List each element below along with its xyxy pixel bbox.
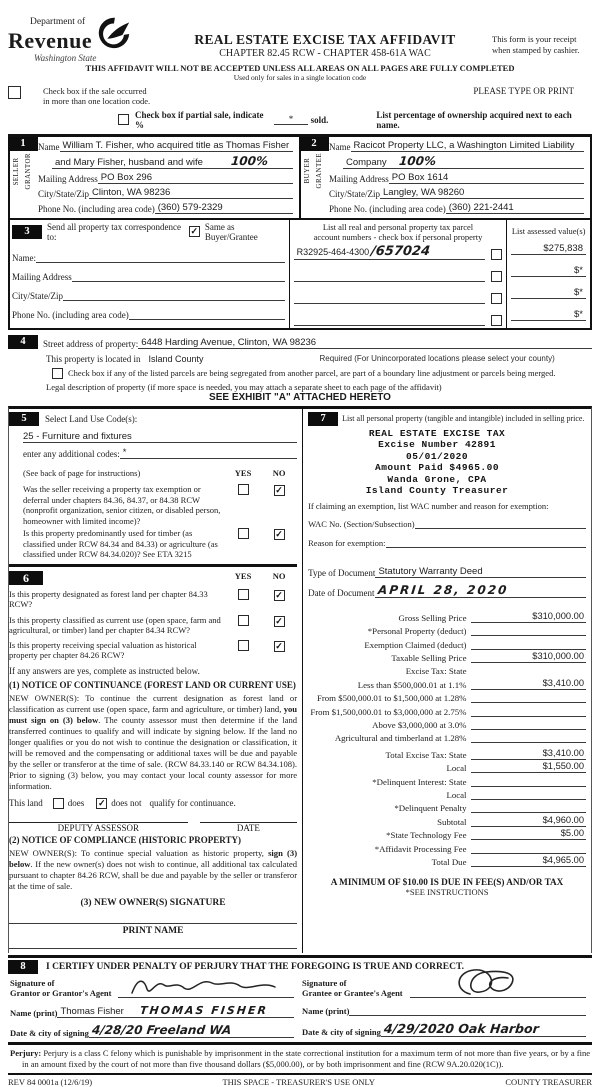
s6-q2-no-checkbox[interactable] bbox=[274, 616, 285, 627]
corr-name-label: Name: bbox=[12, 252, 36, 263]
buyer-phone-field[interactable]: (360) 221-2441 bbox=[446, 202, 584, 214]
s5-question-2: Is this property predominantly used for timber (as classified under RCW 84.34 and 84.33) or agriculture (as classified under RCW 84.34.020)? See ETA 3215 bbox=[23, 528, 218, 559]
notice1-title: (1) NOTICE OF CONTINUANCE (FOREST LAND OR CURRENT USE) bbox=[9, 679, 296, 690]
section-3-box bbox=[8, 220, 592, 330]
logo-state-text: Washington State bbox=[34, 52, 97, 63]
notice2-pre: NEW OWNER(S): To continue special valuation as historic property, bbox=[9, 847, 269, 858]
section-4-badge: 4 bbox=[8, 335, 38, 349]
grantor-signature-scrawl-icon bbox=[128, 973, 278, 1001]
buyer-address-label: Mailing Address bbox=[329, 173, 389, 184]
buyer-name-line2[interactable] bbox=[343, 154, 584, 169]
section-7 bbox=[303, 409, 591, 953]
see-back-note: (See back of page for instructions) bbox=[23, 467, 141, 478]
grantor-sig-label-1: Signature of bbox=[10, 977, 55, 988]
s6-q1-no-checkbox[interactable] bbox=[274, 590, 285, 601]
segregated-label: Check box if any of the listed parcels are being segregated from another parcel, are part of a boundary line adjustment or parcels being merged. bbox=[68, 368, 556, 378]
section-8 bbox=[8, 955, 592, 1045]
parties-box bbox=[8, 134, 592, 220]
perjury-label: Perjury: bbox=[10, 1047, 42, 1058]
corr-phone-field[interactable] bbox=[129, 308, 285, 320]
grantee-date-label: Date & city of signing bbox=[302, 1026, 381, 1037]
new-owner-signature-line[interactable] bbox=[9, 923, 297, 924]
new-owner-signature-label: (3) NEW OWNER(S) SIGNATURE bbox=[80, 897, 226, 908]
section-3-badge: 3 bbox=[12, 225, 42, 239]
partial-sale-label: Check box if partial sale, indicate % bbox=[135, 109, 264, 130]
doc-type-field[interactable]: Statutory Warranty Deed bbox=[375, 566, 586, 578]
personal-property-note: List all personal property (tangible and intangible) included in selling price. bbox=[342, 414, 585, 423]
notice2-bold: sign (3) below bbox=[9, 847, 298, 869]
s5-q2-yes-checkbox[interactable] bbox=[238, 528, 249, 539]
seller-city-field[interactable]: Clinton, WA 98236 bbox=[89, 187, 293, 199]
partial-sale-blank[interactable]: * bbox=[274, 114, 307, 125]
correspondence-block bbox=[10, 220, 289, 328]
deputy-assessor-line[interactable] bbox=[9, 822, 188, 833]
buyer-percent-handwritten: 100% bbox=[398, 153, 437, 168]
tax-label-taxable: Taxable Selling Price bbox=[391, 653, 467, 664]
section-2-badge: 2 bbox=[299, 137, 329, 151]
land-does-not-label: does not bbox=[111, 798, 142, 808]
main-box bbox=[8, 406, 592, 953]
see-instructions-note: *SEE INSTRUCTIONS bbox=[405, 886, 489, 897]
seller-side-label-2: GRANTOR bbox=[24, 152, 32, 190]
grantor-signature-block bbox=[8, 977, 300, 1038]
tax-label-processing-fee: *Affidavit Processing Fee bbox=[374, 843, 467, 854]
tax-label-tech-fee: *State Technology Fee bbox=[386, 830, 467, 841]
grantee-sig-label-2: Grantee or Grantee's Agent bbox=[302, 987, 403, 998]
grantor-date-field[interactable] bbox=[89, 1023, 294, 1038]
land-does-not-checkbox[interactable] bbox=[96, 798, 107, 809]
grantee-name-print-label: Name (print) bbox=[302, 1005, 350, 1016]
receipt-note-line1: This form is your receipt bbox=[492, 34, 577, 44]
buyer-name-line2-text: Company bbox=[346, 156, 387, 168]
stamp-excise-number: Excise Number 42891 bbox=[378, 439, 496, 450]
s6-q2-yes-checkbox[interactable] bbox=[238, 615, 249, 626]
assessed-value-4[interactable]: $* bbox=[511, 309, 586, 321]
section-1-badge: 1 bbox=[8, 137, 38, 151]
personal-property-checkbox-1[interactable] bbox=[491, 249, 502, 260]
located-in-label: This property is located in bbox=[46, 353, 141, 364]
perjury-block bbox=[8, 1048, 592, 1075]
doc-date-label: Date of Document bbox=[308, 587, 375, 598]
title-block bbox=[158, 18, 492, 59]
grantee-sig-label bbox=[302, 978, 410, 998]
section5-yes-header: YES bbox=[234, 467, 252, 478]
section6-yes-header: YES bbox=[234, 570, 252, 581]
ownership-note: List percentage of ownership acquired next to each name. bbox=[376, 109, 572, 130]
grantor-name-field[interactable] bbox=[57, 1004, 294, 1018]
seller-city-label: City/State/Zip bbox=[38, 188, 89, 199]
tax-value-tier3[interactable] bbox=[471, 705, 586, 717]
header bbox=[8, 18, 592, 63]
tax-label-delinq-interest-local: Local bbox=[446, 789, 467, 800]
corr-address-field[interactable] bbox=[72, 270, 285, 282]
seller-side-label bbox=[11, 151, 35, 192]
tax-value-local[interactable]: $1,550.00 bbox=[471, 761, 586, 773]
multi-location-checkbox[interactable] bbox=[8, 86, 21, 99]
partial-sale-checkbox[interactable] bbox=[118, 114, 129, 125]
correspondence-label: Send all property tax correspondence to: bbox=[47, 221, 181, 242]
buyer-name-label: Name bbox=[329, 141, 351, 152]
tax-value-subtotal[interactable]: $4,960.00 bbox=[471, 815, 586, 827]
grantor-date-label: Date & city of signing bbox=[10, 1027, 89, 1038]
stamp-title: REAL ESTATE EXCISE TAX bbox=[368, 427, 506, 439]
parcel-numbers-block bbox=[289, 220, 507, 328]
grantor-name-print-label: Name (print) bbox=[10, 1007, 58, 1018]
usage-note: Used only for sales in a single location code bbox=[233, 72, 367, 82]
receipt-note-line2: when stamped by cashier. bbox=[492, 45, 580, 56]
personal-property-checkbox-2[interactable] bbox=[491, 271, 502, 282]
tax-value-tier2[interactable] bbox=[471, 691, 586, 703]
tax-value-taxable[interactable]: $310,000.00 bbox=[471, 651, 586, 663]
wac-label: WAC No. (Section/Subsection) bbox=[308, 518, 415, 529]
notice1-post: . The county assessor must then determine if the land transferred continues to qualify and will indicate by signing below. If the land no longer qualifies or you do not wish to continue the designation or classification, it will be removed and the compensating or additional taxes will be due and payable by the seller or transferor at the time of sale. (RCW 84.33.140 or RCW 84.34.108). Prior to signing (3) below, you may contact your local county assessor for more information. bbox=[9, 714, 298, 791]
assessed-header: List assessed value(s) bbox=[511, 225, 586, 236]
street-address-label: Street address of property: bbox=[43, 338, 139, 349]
minimum-due-note: A MINIMUM OF $10.00 IS DUE IN FEE(S) AND/OR TAX bbox=[330, 876, 564, 887]
dor-logo bbox=[8, 18, 158, 63]
parcel-field-1[interactable] bbox=[294, 244, 486, 260]
section-7-badge: 7 bbox=[308, 412, 338, 426]
tax-label-excise-state: Excise Tax: State bbox=[405, 666, 467, 677]
if-yes-note: If any answers are yes, complete as instructed below. bbox=[9, 665, 200, 676]
notice1-pre: NEW OWNER(S): To continue the current designation as forest land or classification as current use (open space, farm and agriculture, or timber) land, bbox=[9, 692, 298, 714]
deputy-date-label: DATE bbox=[236, 822, 260, 833]
doc-type-label: Type of Document bbox=[308, 567, 376, 578]
multi-location-label bbox=[43, 86, 150, 107]
required-county-note: Required (For Unincorporated locations please select your county) bbox=[319, 354, 555, 363]
tax-value-total-state[interactable]: $3,410.00 bbox=[471, 748, 586, 760]
tax-value-delinq-interest-state[interactable] bbox=[471, 775, 586, 787]
street-address-field-extra[interactable] bbox=[365, 337, 592, 349]
section-6-badge: 6 bbox=[9, 571, 43, 585]
buyer-side-label bbox=[302, 151, 326, 190]
grantor-name-typed: Thomas Fisher bbox=[60, 1005, 124, 1017]
s5-q1-yes-checkbox[interactable] bbox=[238, 484, 249, 495]
grantor-sig-label-2: Grantor or Grantor's Agent bbox=[10, 987, 112, 998]
tax-value-tier4[interactable] bbox=[471, 718, 586, 730]
tax-label-tier3: From $1,500,000.01 to $3,000,000 at 2.75% bbox=[310, 706, 467, 717]
corr-city-label: City/State/Zip bbox=[12, 290, 63, 301]
tax-value-delinq-interest-local[interactable] bbox=[471, 788, 586, 800]
multi-location-label-line2: in more than one location code. bbox=[43, 96, 151, 106]
legal-description-label: Legal description of property (if more space is needed, you may attach a separate sheet to each page of the affidavit) bbox=[46, 381, 442, 392]
parcel-handwritten: /657024 bbox=[370, 243, 432, 259]
notice1-body bbox=[9, 693, 297, 792]
page-subtitle: CHAPTER 82.45 RCW - CHAPTER 458-61A WAC bbox=[219, 48, 431, 59]
revenue-swoosh-icon bbox=[94, 14, 132, 54]
notice2-post: . If the new owner(s) does not wish to continue, all additional tax calculated pursuant to chapter 84.26 RCW, shall be due and payable by the seller or transferor at the time of sale. bbox=[9, 858, 298, 891]
assessed-value-1[interactable]: $275,838 bbox=[511, 243, 586, 255]
stamp-date: 05/01/2020 bbox=[406, 450, 469, 462]
personal-property-checkbox-4[interactable] bbox=[491, 315, 502, 326]
parcel-field-3[interactable] bbox=[294, 292, 486, 304]
tax-label-delinq-penalty: *Delinquent Penalty bbox=[394, 803, 467, 814]
seller-address-label: Mailing Address bbox=[38, 173, 98, 184]
footer bbox=[8, 1077, 592, 1087]
seller-phone-field[interactable]: (360) 579-2329 bbox=[155, 202, 293, 214]
tax-value-tech-fee[interactable]: $5.00 bbox=[471, 828, 586, 840]
grantee-signature-field[interactable] bbox=[410, 983, 586, 998]
corr-city-field[interactable] bbox=[63, 289, 285, 301]
seller-name-label: Name bbox=[38, 141, 60, 152]
s5-q1-no-checkbox[interactable] bbox=[274, 485, 285, 496]
affidavit-warning: THIS AFFIDAVIT WILL NOT BE ACCEPTED UNLESS ALL AREAS ON ALL PAGES ARE FULLY COMPLETED bbox=[85, 62, 515, 73]
tax-value-tier1[interactable]: $3,410.00 bbox=[471, 678, 586, 690]
tax-label-exemption: Exemption Claimed (deduct) bbox=[364, 639, 467, 650]
qualify-label: qualify for continuance. bbox=[149, 798, 236, 808]
seller-phone-label: Phone No. (including area code) bbox=[38, 203, 155, 214]
receipt-note bbox=[492, 18, 592, 56]
doc-date-handwritten: APRIL 28, 2020 bbox=[376, 582, 509, 597]
s6-q1-yes-checkbox[interactable] bbox=[238, 589, 249, 600]
personal-property-checkbox-3[interactable] bbox=[491, 293, 502, 304]
tax-value-total-due[interactable]: $4,965.00 bbox=[471, 855, 586, 867]
notice2-title: (2) NOTICE OF COMPLIANCE (HISTORIC PROPERTY) bbox=[9, 834, 241, 845]
footer-county-treasurer: COUNTY TREASURER bbox=[505, 1076, 592, 1087]
doc-date-field[interactable] bbox=[375, 583, 586, 598]
seller-name-line2-text: and Mary Fisher, husband and wife bbox=[55, 156, 203, 168]
segregated-checkbox[interactable] bbox=[52, 368, 63, 379]
section-5-badge: 5 bbox=[9, 412, 39, 426]
tax-value-personal[interactable] bbox=[471, 624, 586, 636]
please-type-note: PLEASE TYPE OR PRINT bbox=[473, 85, 574, 96]
tax-value-gross[interactable]: $310,000.00 bbox=[471, 611, 586, 623]
grantee-date-handwritten: 4/29/2020 Oak Harbor bbox=[383, 1020, 540, 1036]
additional-codes-field[interactable]: * bbox=[120, 447, 297, 459]
s5-q2-no-checkbox[interactable] bbox=[274, 529, 285, 540]
footer-rev-number: REV 84 0001a (12/6/19) bbox=[8, 1076, 93, 1087]
legal-description-value: SEE EXHIBIT "A" ATTACHED HERETO bbox=[209, 391, 391, 403]
land-use-label: Select Land Use Code(s): bbox=[45, 413, 138, 424]
print-name-label: PRINT NAME bbox=[122, 925, 184, 936]
corr-phone-label: Phone No. (including area code) bbox=[12, 309, 129, 320]
corr-name-field[interactable] bbox=[36, 251, 285, 263]
land-does-label: does bbox=[67, 798, 85, 808]
buyer-city-label: City/State/Zip bbox=[329, 188, 380, 199]
buyer-phone-label: Phone No. (including area code) bbox=[329, 203, 446, 214]
tax-value-excise-state bbox=[471, 665, 586, 676]
stamp-treasurer-name: Wanda Grone, CPA bbox=[387, 473, 487, 485]
buyer-side-label-1: BUYER bbox=[303, 157, 312, 184]
tax-label-gross: Gross Selling Price bbox=[398, 612, 467, 623]
deputy-date-line[interactable] bbox=[200, 822, 297, 833]
tax-label-tier1: Less than $500,000.01 at 1.1% bbox=[357, 679, 467, 690]
grantor-signature-field[interactable] bbox=[118, 983, 294, 998]
tax-value-agricultural[interactable] bbox=[471, 731, 586, 743]
treasurer-stamp bbox=[318, 428, 556, 497]
seller-section bbox=[10, 137, 299, 218]
tax-label-total-state: Total Excise Tax: State bbox=[385, 749, 467, 760]
tax-label-local: Local bbox=[446, 763, 467, 774]
section5-no-header: NO bbox=[272, 467, 286, 478]
seller-percent-handwritten: 100% bbox=[230, 153, 269, 168]
tax-label-agricultural: Agricultural and timberland at 1.28% bbox=[334, 733, 467, 744]
tax-table bbox=[308, 610, 586, 867]
tax-value-processing-fee[interactable] bbox=[471, 842, 586, 854]
tax-label-subtotal: Subtotal bbox=[437, 816, 467, 827]
land-does-checkbox[interactable] bbox=[53, 798, 64, 809]
assessed-values-block bbox=[506, 220, 590, 328]
tax-label-delinq-interest-state: *Delinquent Interest: State bbox=[372, 776, 467, 787]
s6-q3-yes-checkbox[interactable] bbox=[238, 640, 249, 651]
grantor-date-handwritten: 4/28/20 Freeland WA bbox=[91, 1022, 232, 1037]
assessed-value-2[interactable]: $* bbox=[511, 265, 586, 277]
section6-no-header: NO bbox=[272, 570, 286, 581]
section-4 bbox=[8, 335, 592, 403]
grantor-sig-label bbox=[10, 978, 118, 998]
stamp-treasurer-title: Island County Treasurer bbox=[365, 485, 509, 496]
exemption-note: If claiming an exemption, list WAC number and reason for exemption: bbox=[308, 500, 549, 511]
left-column bbox=[9, 409, 303, 953]
section-8-badge: 8 bbox=[8, 960, 38, 974]
notice1-bold: you must sign on (3) below bbox=[9, 703, 298, 725]
grantee-name-field[interactable] bbox=[349, 1004, 586, 1016]
s6-question-1: Is this property designated as forest land per chapter 84.33 RCW? bbox=[9, 588, 208, 609]
tax-label-tier4: Above $3,000,000 at 3.0% bbox=[372, 720, 467, 731]
tax-value-exemption[interactable] bbox=[471, 638, 586, 650]
deputy-assessor-label: DEPUTY ASSESSOR bbox=[57, 822, 140, 833]
footer-treasurer-use: THIS SPACE - TREASURER'S USE ONLY bbox=[222, 1076, 375, 1087]
additional-codes-label: enter any additional codes: bbox=[23, 448, 120, 459]
buyer-address-field[interactable]: PO Box 1614 bbox=[389, 172, 584, 184]
reason-field[interactable] bbox=[386, 536, 586, 548]
multi-location-label-line1: Check box if the sale occurred bbox=[43, 85, 147, 96]
page-title: REAL ESTATE EXCISE TAX AFFIDAVIT bbox=[194, 32, 456, 47]
same-as-buyer-checkbox[interactable] bbox=[189, 226, 200, 237]
same-as-buyer-label: Same as Buyer/Grantee bbox=[204, 221, 258, 242]
seller-address-field[interactable]: PO Box 296 bbox=[98, 172, 293, 184]
tax-label-tier2: From $500,000.01 to $1,500,000 at 1.28% bbox=[316, 693, 467, 704]
grantor-name-handwritten: THOMAS FISHER bbox=[139, 1003, 269, 1017]
this-land-label: This land bbox=[9, 798, 43, 808]
s6-q3-no-checkbox[interactable] bbox=[274, 641, 285, 652]
seller-name-line2[interactable] bbox=[52, 154, 293, 169]
print-name-line[interactable] bbox=[9, 948, 297, 949]
grantee-signature-block bbox=[300, 977, 592, 1038]
buyer-side-label-2: GRANTEE bbox=[315, 152, 323, 188]
parcel-header-line2: account numbers - check box if personal property bbox=[313, 231, 483, 242]
s5-question-1: Was the seller receiving a property tax exemption or deferral under chapters 84.36, 84.37, or 84.38 RCW (nonprofit organization, senior citizen, or disabled person, homeowner with limited income)? bbox=[23, 484, 221, 526]
tax-label-personal: *Personal Property (deduct) bbox=[367, 626, 467, 637]
tax-label-total-due: Total Due bbox=[431, 856, 467, 867]
corr-address-label: Mailing Address bbox=[12, 271, 72, 282]
grantee-sig-label-1: Signature of bbox=[302, 977, 347, 988]
reason-label: Reason for exemption: bbox=[308, 537, 386, 548]
parcel-number: R32925-464-4300 bbox=[296, 246, 370, 257]
parcel-field-2[interactable] bbox=[294, 270, 486, 282]
street-address-field[interactable]: 6448 Harding Avenue, Clinton, WA 98236 bbox=[138, 337, 365, 349]
buyer-section bbox=[299, 137, 590, 218]
tax-value-delinq-penalty[interactable] bbox=[471, 801, 586, 813]
located-county-value[interactable]: Island County bbox=[148, 353, 204, 364]
seller-name-line1[interactable]: William T. Fisher, who acquired title as Thomas Fisher bbox=[60, 140, 294, 152]
s6-question-2: Is this property classified as current use (open space, farm and agricultural, or timber) land per chapter 84.34 RCW? bbox=[9, 614, 221, 635]
stamp-amount-paid: Amount Paid $4965.00 bbox=[375, 462, 500, 473]
buyer-name-line1[interactable]: Racicot Property LLC, a Washington Limited Liability bbox=[351, 140, 585, 152]
perjury-text: Perjury is a class C felony which is punishable by imprisonment in the state correctional institution for a maximum term of not more than five years, or by a fine in an amount fixed by the court of not more than five thousand dollars ($5,000.00), or by both imprisonment and fine (RCW 9A.20.020(1C)). bbox=[22, 1047, 591, 1069]
assessed-value-3[interactable]: $* bbox=[511, 287, 586, 299]
partial-sale-suffix: sold. bbox=[310, 114, 329, 125]
logo-dept-text: Department of bbox=[30, 17, 86, 27]
parcel-field-4[interactable] bbox=[294, 314, 486, 326]
seller-side-label-1: SELLER bbox=[12, 156, 21, 185]
logo-revenue-text: Revenue bbox=[8, 27, 93, 53]
s6-question-3: Is this property receiving special valuation as historical property per chapter 84.26 RCW? bbox=[9, 639, 197, 660]
land-use-value[interactable]: 25 - Furniture and fixtures bbox=[23, 430, 132, 442]
grantee-date-field[interactable] bbox=[381, 1021, 586, 1037]
wac-field[interactable] bbox=[415, 517, 586, 529]
buyer-city-field[interactable]: Langley, WA 98260 bbox=[380, 187, 584, 199]
certify-statement: I CERTIFY UNDER PENALTY OF PERJURY THAT THE FOREGOING IS TRUE AND CORRECT. bbox=[46, 961, 465, 972]
grantee-signature-scrawl-icon bbox=[450, 964, 540, 1000]
parcel-header-line1: List all real and personal property tax parcel bbox=[322, 221, 474, 232]
notice2-body bbox=[9, 848, 297, 892]
